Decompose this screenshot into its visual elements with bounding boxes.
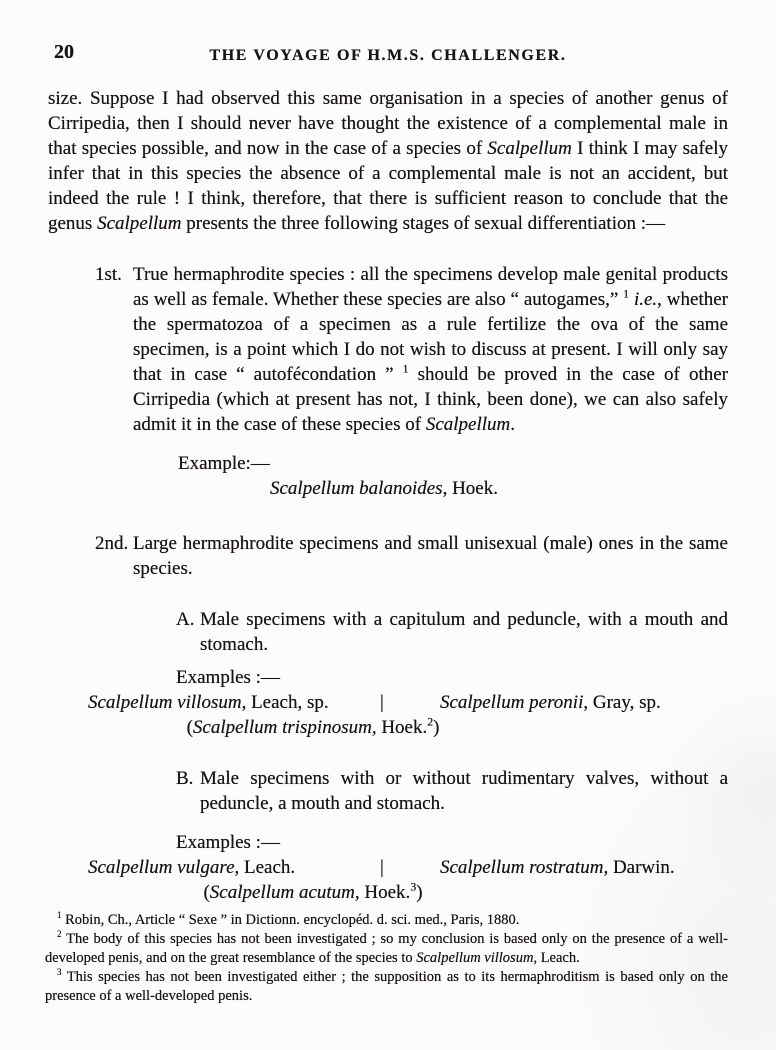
footnote-3: $^3$ This species has not been investigated either ; the supposition as to its hermaphroditism is based only on the presence of a well-developed penis. [45,967,728,1004]
example-entry-balanoides: Scalpellum balanoides, Hoek. [270,478,498,499]
examples-row-a [48,690,728,715]
example-entry-villosum: Scalpellum villosum, Leach, sp. [88,692,329,713]
example-entry-rostratum: Scalpellum rostratum, Darwin. [440,857,675,878]
stage-first-marker: 1st. [95,264,122,285]
subsection-b-marker: B. [176,768,194,789]
subsection-a-text: Male specimens with a capitulum and peduncle, with a mouth and stomach. [200,609,728,655]
page-number: 20 [54,41,74,63]
stage-item-second [48,531,728,581]
subsection-b-text: Male specimens with or without rudimentary valves, without a peduncle, a mouth and stomach. [200,768,728,814]
running-title: THE VOYAGE OF H.M.S. CHALLENGER. [209,47,567,64]
example-separator: | [380,692,384,713]
example-separator: | [380,857,384,878]
stage-first-text: True hermaphrodite species : all the specimens develop male genital products as well as female. Whether these species are also “ autogames,” $^1$ i.e., whether the spermatozoa of a specimen as a rule fertilize the ova of the same specimen, is a point which I do not wish to discuss at present. I will only say that in case “ autofécondation ” $^1$ should be proved in the case of other Cirripedia (which at present has not, I think, been done), we can also safely admit it in the case of these species of Scalpellum. [133,264,728,435]
subsection-a-marker: A. [176,609,195,630]
subsection-b [48,766,728,816]
footnote-1: $^1$ Robin, Ch., Article “ Sexe ” in Dictionn. encyclopéd. d. sci. med., Paris, 1880. [57,910,520,928]
example-synonym-trispinosum: (Scalpellum trispinosum, Hoek.$^2$) [186,715,440,738]
examples-row-b [48,855,728,880]
example-entry-vulgare: Scalpellum vulgare, Leach. [88,857,296,878]
stage-second-text: Large hermaphrodite specimens and small unisexual (male) ones in the same species. [133,533,728,579]
example-synonym-acutum: (Scalpellum acutum, Hoek.$^3$) [203,880,423,903]
examples-label-a: Examples :— [176,667,280,688]
intro-paragraph: size. Suppose I had observed this same organisation in a species of another genus of Cirripedia, then I should never have thought the existence of a complemental male in that species possible, and now in the case of a species of Scalpellum I think I may safely infer that in this species the absence of a complemental male is not an accident, but indeed the rule ! I think, therefore, that there is sufficient reason to conclude that the genus Scalpellum presents the three following stages of sexual differentiation :— [48,88,728,234]
footnote-2: $^2$ The body of this species has not been investigated ; so my conclusion is based only on the presence of a well-developed penis, and on the great resemblance of the species to Scalpellum villosum, Leach. [45,929,728,966]
example-label: Example:— [178,453,270,474]
subsection-a [48,607,728,657]
stage-item-first [48,262,728,437]
example-entry-peronii: Scalpellum peronii, Gray, sp. [440,692,661,713]
stage-second-marker: 2nd. [95,533,129,554]
footnotes [45,911,728,1006]
examples-label-b: Examples :— [176,832,280,853]
